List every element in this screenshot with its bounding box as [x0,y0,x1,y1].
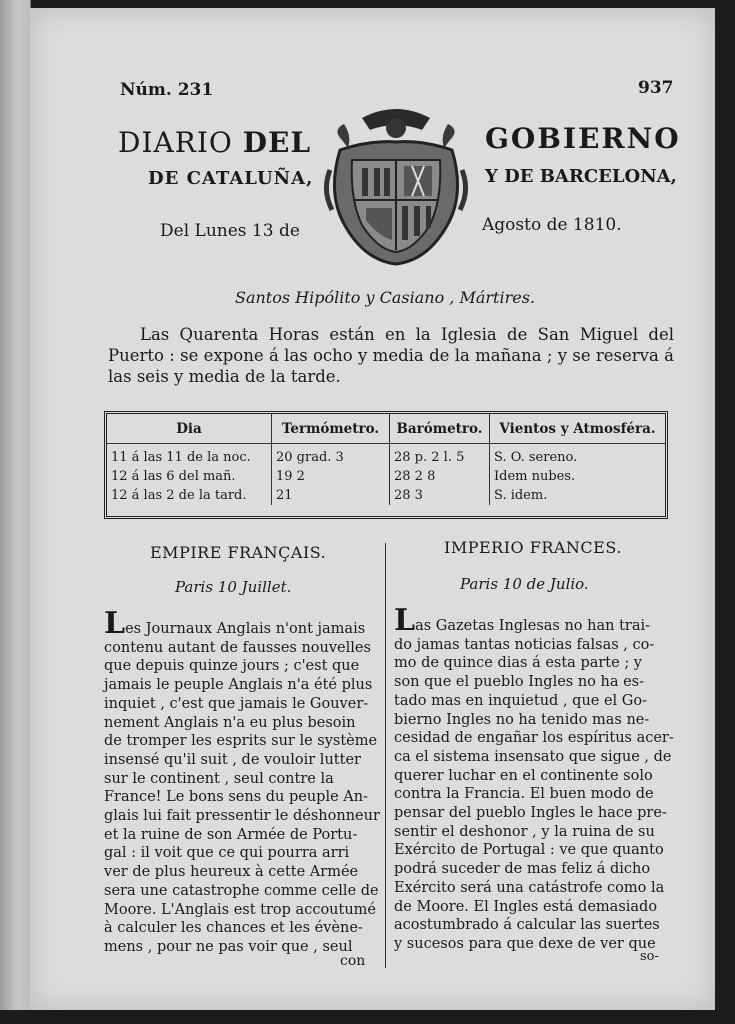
table-row [107,467,665,486]
text-line: nement Anglais n'a eu plus besoin [104,714,356,731]
page-number: 937 [638,78,674,98]
issue-number: Núm. 231 [120,80,214,100]
masthead-sub-left: DE CATALUÑA, [148,168,314,189]
text-line: mo de quince dias á esta parte ; y [394,655,643,672]
coat-of-arms-icon [322,100,470,266]
text-line: gal : il voit que ce qui pourra arri [104,845,350,862]
masthead-word-del: DEL [242,126,312,159]
text-line: ver de plus heureux à cette Armée [104,864,359,881]
masthead-sub-right: Y DE BARCELONA, [485,166,677,187]
text-line: querer luchar en el continente solo [394,767,653,784]
text-line: acostumbrado á calcular las suertes [394,917,660,934]
table-header: Dia [107,414,272,444]
text-line: sentir el deshonor , y la ruina de su [394,823,655,840]
text-line: ca el sistema insensato que sigue , de [394,748,672,765]
text-line: de Moore. El Ingles está demasiado [394,898,658,915]
text-line: à calculer les chances et les évène- [104,920,363,937]
table-header: Barómetro. [390,414,490,444]
saints-of-the-day: Santos Hipólito y Casiano , Mártires. [235,288,535,307]
text-line: et la ruine de son Armée de Portu- [104,826,358,843]
text-line: pensar del pueblo Ingles le hace pre- [394,805,667,822]
text-line: Exército de Portugal : ve que quanto [394,842,664,859]
table-row [107,486,665,505]
left-column-dateline: Paris 10 Juillet. [175,578,292,596]
table-cell: S. O. sereno. [494,450,578,465]
table-cell: 12 á las 2 de la tard. [107,486,272,505]
left-column-heading: EMPIRE FRANÇAIS. [150,543,327,562]
table-header: Termómetro. [272,414,390,444]
weather-table [104,411,668,519]
text-line: contenu autant de fausses nouvelles [104,639,371,656]
newspaper-page [30,8,715,1010]
date-line-left: Del Lunes 13 de [160,221,300,241]
text-line: sera une catastrophe comme celle de [104,882,379,899]
table-cell: 28 p. 2 l. 5 [390,444,490,468]
text-line: y sucesos para que dexe de ver que [394,935,656,952]
catchword-left: con [340,953,366,969]
masthead-word-diario: DIARIO [118,126,233,159]
table-cell: S. idem. [494,488,548,503]
text-line: de tromper les esprits sur le système [104,733,378,750]
text-line: que depuis quinze jours ; c'est que [104,658,360,675]
announcement-paragraph: Las Quarenta Horas están en la Iglesia de San Miguel del Puerto : se expone á las ocho y media de la mañana ; y se reserva á las seis y media de la tarde. [108,325,674,386]
table-cell: 11 á las 11 de la noc. [107,444,272,468]
drop-cap: L [104,606,126,641]
text-line: Exército será una catástrofe como la [394,879,665,896]
right-column-text [394,603,674,954]
table-header: Vientos y Atmosféra. [490,414,666,444]
column-divider [385,543,386,968]
table-cell: Idem nubes. [494,469,576,484]
text-line: Les Journaux Anglais n'ont jamais [104,606,366,641]
text-line: jamais le peuple Anglais n'a été plus [104,677,373,694]
text-line: podrá suceder de mas feliz á dicho [394,861,651,878]
date-line-right: Agosto de 1810. [482,215,622,235]
drop-cap: L [394,603,416,638]
book-gutter-edge [0,0,31,1010]
text-line: bierno Ingles no ha tenido mas ne- [394,711,650,728]
masthead-right: GOBIERNO [485,122,681,155]
text-line: tado mas en inquietud , que el Go- [394,692,648,709]
table-row [107,444,665,468]
text-line: cesidad de engañar los espíritus acer- [394,730,674,747]
right-column-dateline: Paris 10 de Julio. [460,575,589,593]
masthead-left [118,126,311,159]
table-cell: 20 grad. 3 [272,444,390,468]
table-cell: 12 á las 6 del mañ. [107,467,272,486]
table-cell: 28 3 [390,486,490,505]
catchword-right: so- [640,949,659,964]
text-line: inquiet , c'est que jamais le Gouver- [104,695,369,712]
text-line: do jamas tantas noticias falsas , co- [394,636,655,653]
table-cell: 21 [272,486,390,505]
text-line: contra la Francia. El buen modo de [394,786,654,803]
text-line: mens , pour ne pas voir que , seul [104,938,353,955]
right-column-heading: IMPERIO FRANCES. [444,538,622,557]
text-line: France! Le bons sens du peuple An- [104,789,368,806]
text-line: son que el pueblo Ingles no ha es- [394,674,645,691]
text-line: Moore. L'Anglais est trop accoutumé [104,901,377,918]
text-line: Las Gazetas Inglesas no han trai- [394,603,651,638]
text-line: insensé qu'il suit , de vouloir lutter [104,751,361,768]
table-cell: 28 2 8 [390,467,490,486]
left-column-text [104,606,380,957]
text-line: glais lui fait pressentir le déshonneur [104,808,380,825]
text-line: sur le continent , seul contre la [104,770,334,787]
table-cell: 19 2 [272,467,390,486]
